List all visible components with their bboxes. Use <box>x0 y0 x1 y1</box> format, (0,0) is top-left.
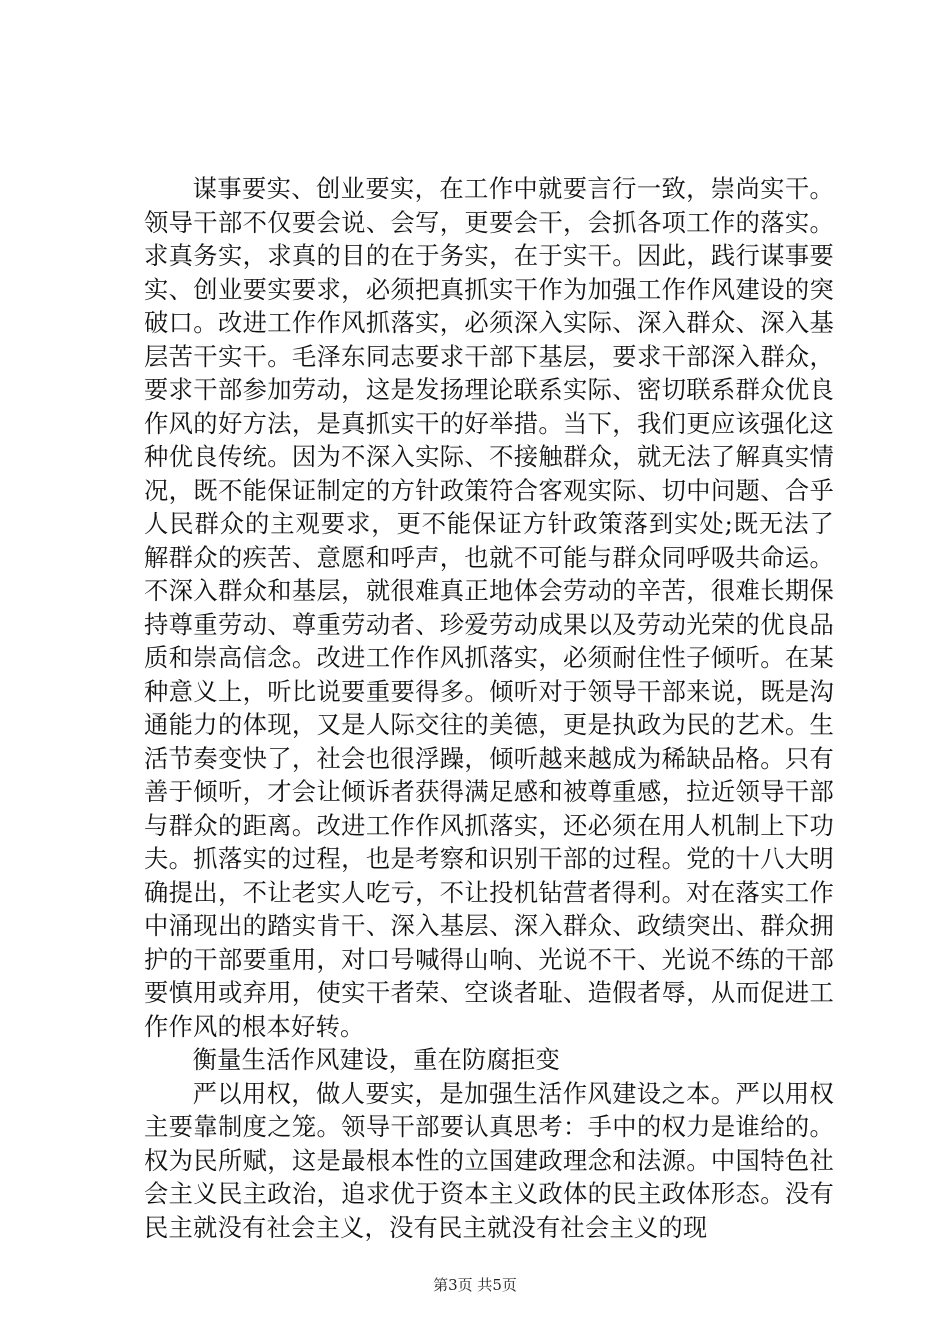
body-paragraph: 谋事要实、创业要实，在工作中就要言行一致，崇尚实干。领导干部不仅要会说、会写，更要会干，会抓各项工作的落实。求真务实，求真的目的在于务实，在于实干。因此，践行谋事要实、创业要实要求，必须把真抓实干作为加强工作作风建设的突破口。改进工作作风抓落实，必须深入实际、深入群众、深入基层苦干实干。毛泽东同志要求干部下基层，要求干部深入群众，要求干部参加劳动，这是发扬理论联系实际、密切联系群众优良作风的好方法，是真抓实干的好举措。当下，我们更应该强化这种优良传统。因为不深入实际、不接触群众，就无法了解真实情况，既不能保证制定的方针政策符合客观实际、切中问题、合乎人民群众的主观要求，更不能保证方针政策落到实处;既无法了解群众的疾苦、意愿和呼声，也就不可能与群众同呼吸共命运。不深入群众和基层，就很难真正地体会劳动的辛苦，很难长期保持尊重劳动、尊重劳动者、珍爱劳动成果以及劳动光荣的优良品质和崇高信念。改进工作作风抓落实，必须耐住性子倾听。在某种意义上，听比说要重要得多。倾听对于领导干部来说，既是沟通能力的体现，又是人际交往的美德，更是执政为民的艺术。生活节奏变快了，社会也很浮躁，倾听越来越成为稀缺品格。只有善于倾听，才会让倾诉者获得满足感和被尊重感，拉近领导干部与群众的距离。改进工作作风抓落实，还必须在用人机制上下功夫。抓落实的过程，也是考察和识别干部的过程。党的十八大明确提出，不让老实人吃亏，不让投机钻营者得利。对在落实工作中涌现出的踏实肯干、深入基层、深入群众、政绩突出、群众拥护的干部要重用，对口号喊得山响、光说不干、光说不练的干部要慎用或弃用，使实干者荣、空谈者耻、造假者辱，从而促进工作作风的根本好转。 <box>144 174 834 1041</box>
document-body <box>144 172 834 1244</box>
section-heading: 衡量生活作风建设，重在防腐拒变 <box>192 1045 561 1074</box>
page-number-footer: 第3页 共5页 <box>433 1276 517 1294</box>
body-paragraph: 严以用权，做人要实，是加强生活作风建设之本。严以用权主要靠制度之笼。领导干部要认真思考：手中的权力是谁给的。权为民所赋，这是最根本性的立国建政理念和法源。中国特色社会主义民主政治，追求优于资本主义政体的民主政体形态。没有民主就没有社会主义，没有民主就没有社会主义的现 <box>144 1078 834 1242</box>
